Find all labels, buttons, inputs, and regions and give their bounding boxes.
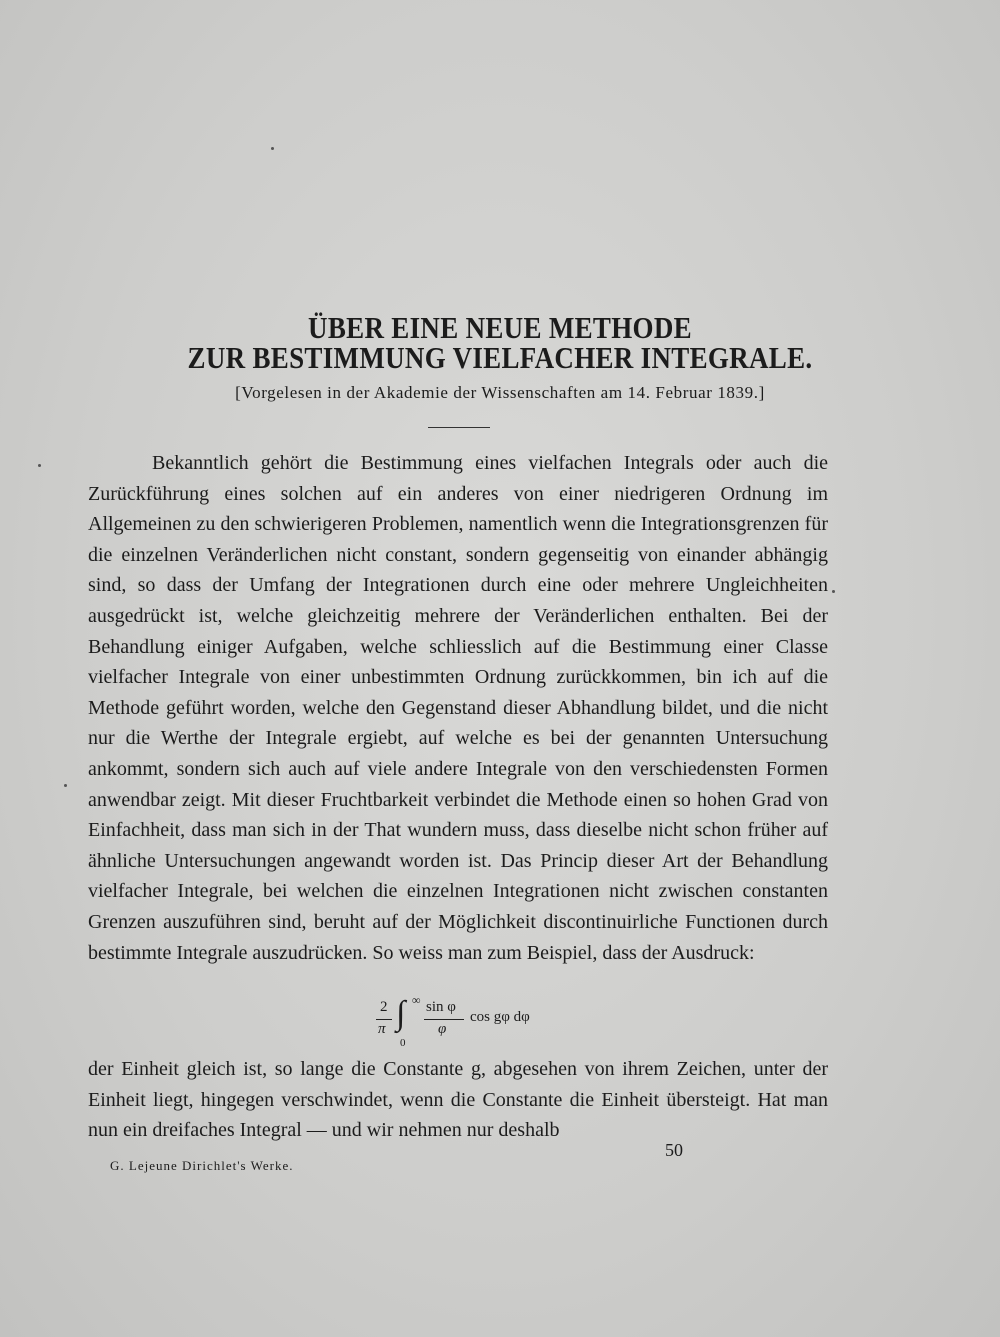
integral-lower-limit: 0	[400, 1037, 406, 1049]
footer-work-title: G. Lejeune Dirichlet's Werke.	[110, 1158, 294, 1173]
formula-tail: cos gφ dφ	[470, 1009, 530, 1025]
paragraph-1: Bekanntlich gehört die Bestimmung eines vielfachen Integrals oder auch die Zurückführung eines solchen auf ein anderes von einer niedrigeren Ordnung im Allgemeinen zu den schwierigeren Problemen, namentlich wenn die Integrationsgrenzen für die einzelnen Veränderlichen nicht constant, sondern gegenseitig von einander abhängig sind, so dass der Umfang der Integrationen durch eine oder mehrere Ungleichheiten ausgedrückt ist, welche gleichzeitig mehrere der Veränderlichen enthalten. Bei der Behandlung einiger Aufgaben, welche schliesslich auf die Bestimmung einer Classe vielfacher Integrale von einer unbestimmten Ordnung zurückkommen, bin ich auf die Methode geführt worden, welche den Gegenstand dieser Abhandlung bildet, und die nicht nur die Werthe der Integrale ergiebt, auf welche es bei der genannten Untersuchung ankommt, sondern sich auch auf viele andere Integrale von den verschiedensten Formen anwendbar zeigt. Mit dieser Fruchtbarkeit verbindet die Methode einen so hohen Grad von Einfachheit, dass man sich in der That wundern muss, dass dieselbe nicht schon früher auf ähnliche Untersuchungen angewandt worden ist. Das Princip dieser Art der Behandlung vielfacher Integrale, bei welchen die einzelnen Integrationen nicht zwischen constanten Grenzen auszuführen sind, beruht auf der Möglichkeit discontinuirliche Functionen durch bestimmte Integrale auszudrücken. So weiss man zum Beispiel, dass der Ausdruck:	[88, 452, 828, 964]
ink-speck	[64, 784, 67, 787]
ink-speck	[38, 464, 41, 467]
main-text-continued	[88, 1054, 828, 1146]
page-title-line-1: ÜBER EINE NEUE METHODE	[308, 311, 692, 345]
ink-speck	[832, 590, 835, 593]
title-divider	[428, 427, 490, 428]
formula-fraction-line	[424, 1019, 464, 1020]
formula-coef-numerator: 2	[380, 999, 388, 1015]
main-text	[88, 448, 828, 968]
paragraph-2: der Einheit gleich ist, so lange die Constante g, abgesehen von ihrem Zeichen, unter der Einheit liegt, hingegen verschwindet, wenn die Constante die Einheit übersteigt. Hat man nun ein dreifaches Integral — und wir nehmen nur deshalb	[88, 1058, 828, 1142]
bleed-through-text	[80, 100, 840, 340]
lecture-note: [Vorgelesen in der Akademie der Wissenschaften am 14. Februar 1839.]	[235, 383, 765, 402]
integral-upper-limit: ∞	[412, 993, 421, 1007]
formula	[376, 993, 576, 1053]
footer-signature-number: 50	[665, 1140, 683, 1160]
integral-sign: ∫	[396, 995, 406, 1032]
formula-fraction-numerator: sin φ	[426, 999, 456, 1015]
formula-fraction-denominator: φ	[438, 1021, 447, 1037]
formula-coef-denominator: π	[378, 1021, 386, 1037]
formula-coef-fraction-line	[376, 1019, 392, 1020]
ink-speck	[271, 147, 274, 150]
page-title-line-2: ZUR BESTIMMUNG VIELFACHER INTEGRALE.	[187, 341, 813, 375]
